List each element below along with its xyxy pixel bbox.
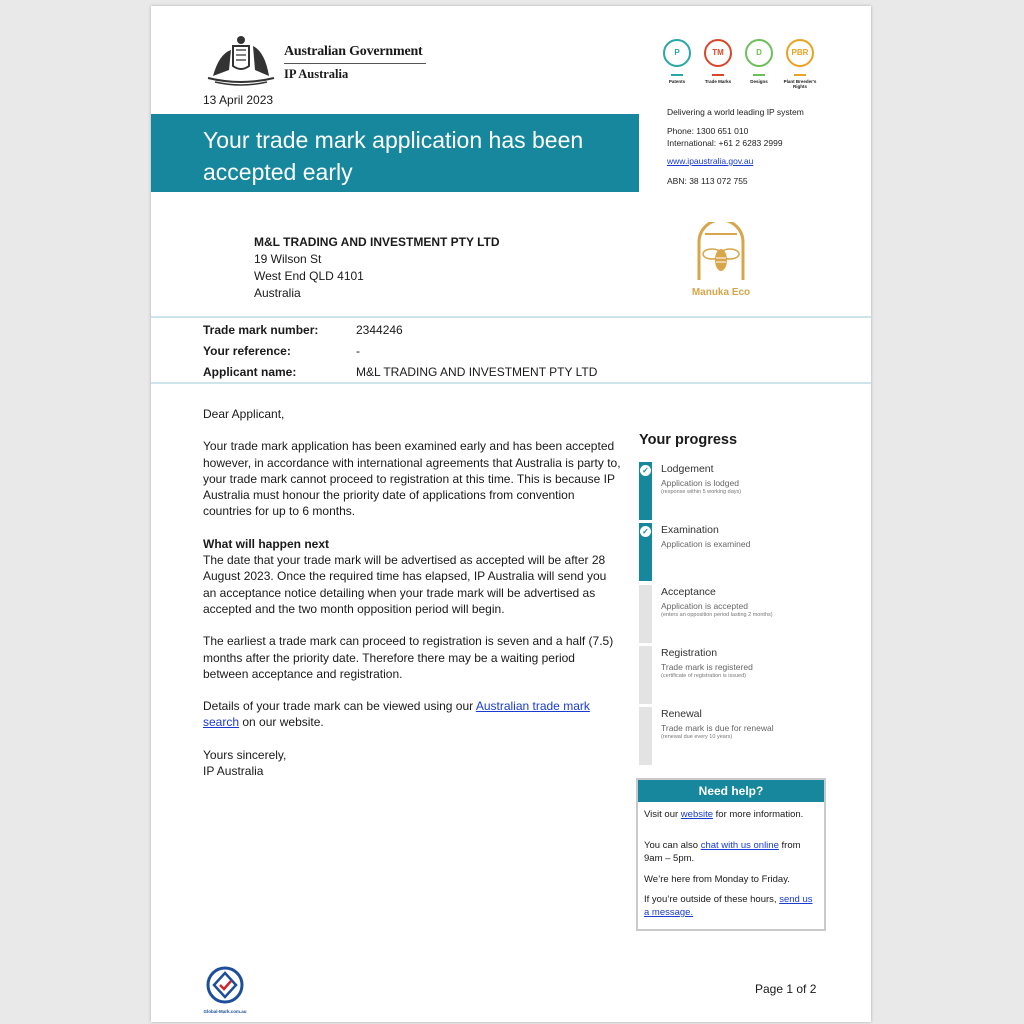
progress-bar [639, 462, 652, 520]
ip-right-dash [712, 74, 724, 76]
ip-right-dash [753, 74, 765, 76]
step-description: Application is examined [661, 539, 751, 549]
progress-step [639, 523, 819, 581]
help-text: You can also [644, 840, 701, 851]
trade-mark-search-link[interactable]: Australian trade mark search [203, 699, 590, 730]
certification-badge [203, 966, 247, 1014]
page-number: Page 1 of 2 [755, 982, 817, 996]
step-note: (enters an opposition period lasting 2 months) [661, 612, 773, 618]
progress-bar [639, 585, 652, 643]
step-note: (renewal due every 10 years) [661, 734, 733, 740]
logo-text: Manuka Eco [691, 287, 751, 298]
help-box [636, 778, 826, 931]
tagline: Delivering a world leading IP system [667, 107, 804, 117]
ip-right-icon: PBR [786, 39, 814, 67]
applicant-name-value: M&L TRADING AND INVESTMENT PTY LTD [356, 365, 598, 379]
help-paragraph: We’re here from Monday to Friday. [644, 874, 790, 885]
help-paragraph [644, 808, 816, 821]
help-paragraph [644, 839, 816, 865]
phone-number: Phone: 1300 651 010 [667, 126, 749, 136]
step-name: Lodgement [661, 463, 714, 475]
progress-bar [639, 707, 652, 765]
reference-label: Your reference: [203, 344, 291, 358]
paragraph-text: on our website. [239, 715, 324, 730]
help-text: for more information. [713, 809, 804, 820]
signature: IP Australia [203, 764, 264, 779]
ip-right-dash [671, 74, 683, 76]
ip-right-label: Designs [750, 79, 768, 84]
company-name: M&L TRADING AND INVESTMENT PTY LTD [254, 235, 500, 249]
step-note: (response within 5 working days) [661, 489, 742, 495]
progress-step [639, 462, 819, 520]
cert-text: Global-Mark.com.au [203, 1009, 247, 1014]
paragraph: The earliest a trade mark can proceed to registration is seven and a half (7.5) months after the priority date. Therefore there may be a waiting period between acceptance and registration. [203, 634, 614, 681]
divider [151, 316, 871, 318]
letter-body [203, 406, 623, 779]
progress-bar [639, 646, 652, 704]
help-paragraph [644, 893, 816, 919]
street: 19 Wilson St [254, 252, 322, 266]
divider [151, 382, 871, 384]
step-description: Application is accepted [661, 601, 748, 611]
paragraph: The date that your trade mark will be advertised as accepted will be after 28 August 2023. Once the required time has elapsed, IP Australia will send you an acceptance notice detailing when your trade mark will be advertised as accepted and the two month opposition period will begin. [203, 553, 607, 616]
ip-rights-icons [657, 39, 827, 99]
letter-page [151, 6, 871, 1022]
step-description: Trade mark is registered [661, 662, 753, 672]
paragraph: Your trade mark application has been examined early and has been accepted however, in accordance with international agreements that Australia is party to, your trade mark cannot proceed to registration at this time. This is because IP Australia must honour the priority date of applications from convention countries for up to 6 months. [203, 439, 621, 519]
check-icon: ✓ [640, 465, 651, 476]
greeting: Dear Applicant, [203, 407, 285, 421]
agency-name: IP Australia [284, 67, 349, 81]
ip-right-dash [794, 74, 806, 76]
gov-name: Australian Government [284, 44, 423, 59]
quality-check-icon [203, 966, 247, 1004]
step-name: Renewal [661, 708, 702, 720]
help-text: If you’re outside of these hours, [644, 894, 780, 905]
help-website-link[interactable]: website [680, 809, 714, 820]
ip-right-label: Trade Marks [704, 79, 732, 84]
send-message-link[interactable]: send us a message. [644, 894, 813, 918]
signoff: Yours sincerely, [203, 747, 287, 762]
ip-right-icon: P [663, 39, 691, 67]
step-description: Trade mark is due for renewal [661, 723, 774, 733]
section-heading: What will happen next [203, 536, 330, 551]
progress-title: Your progress [639, 432, 738, 448]
step-description: Application is lodged [661, 478, 739, 488]
reference-value: - [356, 344, 360, 358]
progress-step [639, 585, 819, 643]
ip-right-item [780, 39, 820, 89]
ip-right-item [739, 39, 779, 84]
page-title: Your trade mark application has been accepted early [203, 127, 584, 185]
ip-right-icon: D [745, 39, 773, 67]
paragraph-text: Details of your trade mark can be viewed using our [203, 699, 476, 714]
ip-right-item [657, 39, 697, 84]
progress-bar [639, 523, 652, 581]
progress-step [639, 646, 819, 704]
trade-mark-number-value: 2344246 [356, 323, 403, 337]
website-link[interactable]: www.ipaustralia.gov.au [667, 156, 754, 166]
coat-of-arms-logo [203, 32, 279, 88]
letter-date: 13 April 2023 [203, 93, 274, 107]
help-text: from 9am – 5pm. [644, 840, 801, 864]
applicant-name-label: Applicant name: [203, 365, 297, 379]
help-text: Visit our [644, 809, 681, 820]
step-name: Registration [661, 647, 718, 659]
step-note: (certificate of registration is issued) [661, 673, 746, 679]
trade-mark-number-label: Trade mark number: [203, 323, 319, 337]
website-link-wrap [667, 156, 753, 166]
ip-right-item [698, 39, 738, 84]
ip-right-icon: TM [704, 39, 732, 67]
step-name: Acceptance [661, 586, 716, 598]
country: Australia [254, 286, 301, 300]
abn: ABN: 38 113 072 755 [667, 176, 748, 186]
ip-right-label: Plant Breeder's Rights [783, 79, 817, 89]
recipient-address [254, 234, 500, 302]
bee-icon [685, 222, 757, 284]
paragraph [203, 698, 623, 731]
help-title: Need help? [638, 780, 824, 802]
step-name: Examination [661, 524, 719, 536]
ip-right-label: Patents [668, 79, 686, 84]
check-icon: ✓ [640, 526, 651, 537]
chat-online-link[interactable]: chat with us online [700, 840, 779, 851]
manuka-eco-logo [685, 222, 757, 302]
divider [284, 63, 426, 64]
progress-step [639, 707, 819, 765]
international-number: International: +61 2 6283 2999 [667, 138, 783, 148]
suburb: West End QLD 4101 [254, 269, 364, 283]
